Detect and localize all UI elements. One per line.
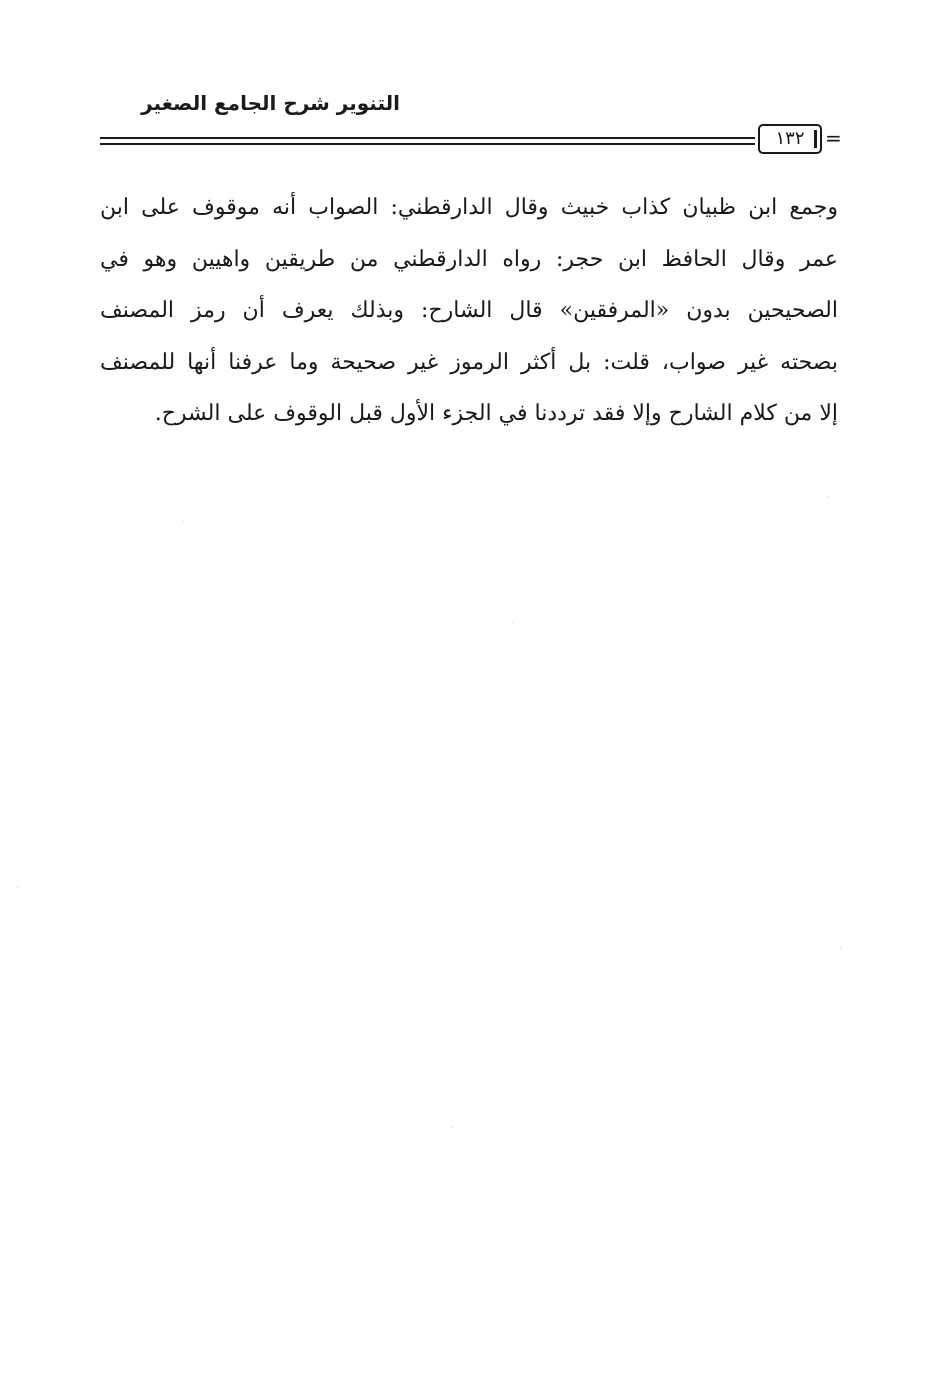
scan-speck [512,622,513,623]
page-number: ١٣٢ [775,128,805,149]
scan-speck [452,1127,453,1128]
page-number-ornament: = [825,126,842,150]
scan-speck [17,887,18,888]
header-rule-top [100,137,755,139]
header-rule-bottom [100,143,755,145]
body-line-3: الصحيحين بدون «المرفقين» قال الشارح: وبذلك يعرف أن رمز المصنف [100,298,838,323]
scan-speck [183,521,184,522]
body-line-2: عمر وقال الحافظ ابن حجر: رواه الدارقطني من طريقين واهيين وهو في [100,246,838,272]
body-line-1: وجمع ابن ظبيان كذاب خبيث وقال الدارقطني: الصواب أنه موقوف على ابن [100,195,838,220]
body-line-5: إلا من كلام الشارح وإلا فقد ترددنا في الجزء الأول قبل الوقوف على الشرح. [154,401,838,426]
running-header-title: التنوير شرح الجامع الصغير [141,91,400,115]
scan-speck [840,948,841,949]
scan-speck [828,496,829,497]
body-line-4: بصحته غير صواب، قلت: بل أكثر الرموز غير صحيحة وما عرفنا أنها للمصنف [100,349,838,375]
body-paragraph [100,182,838,440]
page-number-box [758,124,822,154]
